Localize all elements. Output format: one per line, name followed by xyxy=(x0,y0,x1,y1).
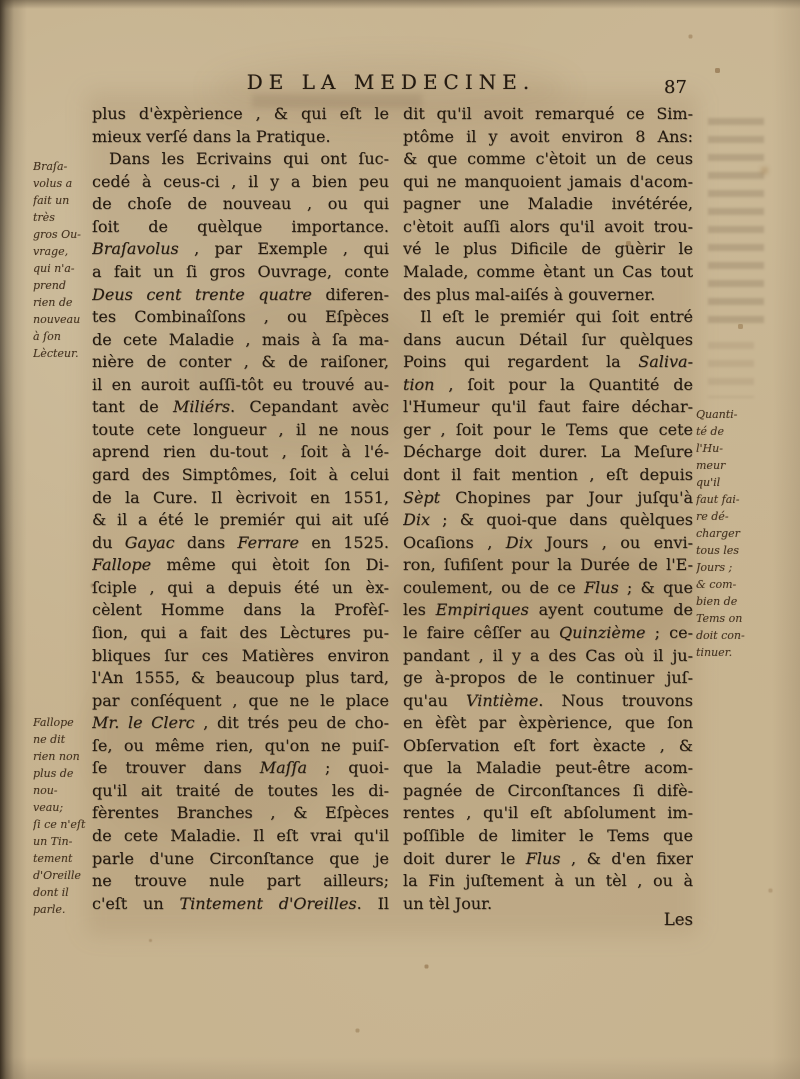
text-line: nou- xyxy=(33,784,58,797)
text-line: des plus mal-aiſés à gouverner. xyxy=(403,284,656,304)
text-line: dont il xyxy=(33,886,69,899)
text-line: il en auroit auſſi-tôt eu trouvé au- xyxy=(92,374,389,394)
text-line: Ocaſions , Dix Jours , ou envi- xyxy=(403,532,693,552)
margin-note-brasavolus xyxy=(33,158,91,362)
text-line: plus de xyxy=(33,767,74,780)
text-line: Fallope xyxy=(33,716,74,729)
text-line: ſciple , qui a depuis été un èx- xyxy=(92,577,389,597)
text-line: Deus cent trente quatre diferen- xyxy=(92,284,389,304)
text-line: plus d'èxpèrience , & qui eſt le xyxy=(92,104,389,123)
text-line: poſſible de limiter le Tems que xyxy=(403,826,693,845)
text-line: d'Oreille xyxy=(33,869,81,882)
page-number: 87 xyxy=(664,77,687,98)
text-line: qu'au Vintième. Nous trouvons xyxy=(403,690,693,710)
text-line: re dé- xyxy=(696,510,729,523)
text-line: l'Humeur qu'il faut faire déchar- xyxy=(403,397,693,417)
text-line: rien non xyxy=(33,750,80,763)
text-line: coulement, ou de ce Flus ; & que xyxy=(403,577,693,597)
verso-show-through xyxy=(708,118,764,330)
text-line: & que comme c'ètoit un de ceus xyxy=(403,149,693,169)
text-line: ſi ce n'eſt xyxy=(33,818,86,831)
text-line: le faire cêſſer au Quinzième ; ce- xyxy=(403,622,693,642)
text-line: rien de xyxy=(33,296,73,309)
text-line: bliques ſur ces Matières environ xyxy=(92,645,389,665)
left-text-column xyxy=(92,103,389,915)
text-line: qui ne manquoient jamais d'acom- xyxy=(403,171,693,191)
text-line: ron, ſufiſent pour la Durée de l'E- xyxy=(403,555,693,575)
text-line: par conſéquent , que ne le place xyxy=(92,690,389,710)
text-line: pagner une Maladie invétérée, xyxy=(403,194,693,214)
text-line: de la Cure. Il ècrivoit en 1551, xyxy=(92,487,389,507)
text-line: parle d'une Circonſtance que je xyxy=(92,848,389,868)
text-line: rentes , qu'il eſt abſolument im- xyxy=(403,803,693,823)
text-line: dont il fait mention , eſt depuis xyxy=(403,465,693,484)
right-text-column xyxy=(403,103,693,915)
text-line: doit durer le Flus , & d'en fixer xyxy=(403,848,693,868)
text-line: Lècteur. xyxy=(33,347,79,360)
text-line: ptôme il y avoit environ 8 Ans: xyxy=(403,126,693,146)
text-line: tant de Miliérs. Cepandant avèc xyxy=(92,397,389,417)
verso-show-through xyxy=(708,342,754,398)
text-line: veau; xyxy=(33,801,64,814)
text-line: un Tin- xyxy=(33,835,73,848)
text-line: de cete Maladie , mais à ſa ma- xyxy=(92,329,389,349)
margin-note-fallope xyxy=(33,714,91,918)
text-line: tes Combinaîſons , ou Eſpèces xyxy=(92,307,389,327)
text-line: ne trouve nule part ailleurs; xyxy=(92,871,389,891)
text-line: fèrentes Branches , & Eſpèces xyxy=(92,803,389,823)
text-line: Braſavolus , par Exemple , qui xyxy=(92,239,389,259)
text-line: les Empiriques ayent coutume de xyxy=(403,600,693,620)
text-line: meur xyxy=(696,459,726,472)
text-line: Dans les Ecrivains qui ont ſuc- xyxy=(109,149,389,169)
text-line: doit con- xyxy=(696,629,745,642)
text-line: l'Hu- xyxy=(696,442,723,455)
text-line: bien de xyxy=(696,595,738,608)
text-line: & il a été le premiér qui ait uſé xyxy=(92,510,389,530)
text-line: Quanti- xyxy=(696,408,738,421)
text-line: Tems on xyxy=(696,612,743,625)
text-line: Mr. le Clerc , dit trés peu de cho- xyxy=(92,713,389,733)
text-line: pagnée de Circonſtances ſi difè- xyxy=(403,780,693,800)
text-line: faut fai- xyxy=(696,493,740,506)
text-line: qu'il ait traité de toutes les di- xyxy=(92,780,389,800)
text-line: pandant , il y a des Cas où il ju- xyxy=(403,645,693,665)
text-line: de choſe de nouveau , ou qui xyxy=(92,194,389,214)
text-line: Obſervation eſt fort èxacte , & xyxy=(403,735,693,755)
text-line: tion , ſoit pour la Quantité de xyxy=(403,374,693,394)
text-line: Jours ; xyxy=(696,561,733,574)
text-line: Poins qui regardent la Saliva- xyxy=(403,352,693,372)
text-line: Dix ; & quoi-que dans quèlques xyxy=(403,510,693,530)
text-line: Sèpt Chopines par Jour juſqu'à xyxy=(403,487,693,507)
text-line: nière de conter , & de raiſoner, xyxy=(92,352,389,372)
text-line: ge à-propos de le continuer juſ- xyxy=(403,668,693,688)
running-title: DE LA MEDECINE. xyxy=(246,70,536,94)
text-line: ſoit de quèlque importance. xyxy=(92,216,389,236)
text-line: très xyxy=(33,211,55,224)
text-line: Il eſt le premiér qui ſoit entré xyxy=(420,307,693,327)
text-line: en èfèt par èxpèrience, que ſon xyxy=(403,713,693,733)
text-line: té de xyxy=(696,425,724,438)
text-line: Braſa- xyxy=(33,160,68,173)
text-line: volus a xyxy=(33,177,73,190)
text-line: que la Maladie peut-être acom- xyxy=(403,758,693,778)
text-line: ſe trouver dans Maſſa ; quoi- xyxy=(92,758,389,778)
text-line: cedé à ceus-ci , il y a bien peu xyxy=(92,171,389,191)
text-line: ger , ſoit pour le Tems que cete xyxy=(403,419,693,439)
text-line: cèlent Homme dans la Profèſ- xyxy=(92,600,389,620)
text-line: ſion, qui a fait des Lèctures pu- xyxy=(92,622,389,642)
text-line: la Fin juſtement à un tèl , ou à xyxy=(403,871,693,891)
paper-speck xyxy=(0,0,1,1)
text-line: fait un xyxy=(33,194,70,207)
text-line: vé le plus Dificile de guèrir le xyxy=(403,239,693,259)
text-line: aprend rien du-tout , ſoit à l'é- xyxy=(92,442,389,462)
text-line: & com- xyxy=(696,578,737,591)
text-line: du Gayac dans Ferrare en 1525. xyxy=(92,532,389,552)
text-line: qu'il xyxy=(696,476,721,489)
text-line: tinuer. xyxy=(696,646,733,659)
text-line: c'ètoit auſſi alors qu'il avoit trou- xyxy=(403,216,693,236)
text-line: a fait un ſi gros Ouvrage, conte xyxy=(92,261,389,281)
text-line: à ſon xyxy=(33,330,61,343)
text-line: prend xyxy=(33,279,66,292)
text-line: ſe, ou même rien, qu'on ne puiſ- xyxy=(92,735,389,755)
catchword: Les xyxy=(663,910,693,929)
text-line: dans aucun Détail ſur quèlques xyxy=(403,329,693,349)
text-line: de cete Maladie. Il eſt vrai qu'il xyxy=(92,826,389,845)
margin-note-quantite xyxy=(696,406,758,661)
text-line: Fallope même qui ètoit ſon Di- xyxy=(92,555,389,575)
text-line: Décharge doit durer. La Meſure xyxy=(403,442,693,462)
text-line: c'eſt un Tintement d'Oreilles. Il xyxy=(92,893,389,913)
text-line: qui n'a- xyxy=(33,262,75,275)
text-line: mieux verſé dans la Pratique. xyxy=(92,126,331,146)
text-line: toute cete longueur , il ne nous xyxy=(92,419,389,439)
text-line: charger xyxy=(696,527,740,540)
text-line: gros Ou- xyxy=(33,228,81,241)
text-line: nouveau xyxy=(33,313,81,326)
text-line: Malade, comme ètant un Cas tout xyxy=(403,261,693,281)
text-line: tement xyxy=(33,852,73,865)
text-line: parle. xyxy=(33,903,66,916)
text-line: un tèl Jour. xyxy=(403,893,493,913)
text-line: l'An 1555, & beaucoup plus tard, xyxy=(92,668,389,688)
text-line: gard des Simptômes, ſoit à celui xyxy=(92,465,389,484)
text-line: vrage, xyxy=(33,245,69,258)
text-line: dit qu'il avoit remarqué ce Sim- xyxy=(403,104,693,123)
text-line: tous les xyxy=(696,544,739,557)
text-line: ne dit xyxy=(33,733,66,746)
